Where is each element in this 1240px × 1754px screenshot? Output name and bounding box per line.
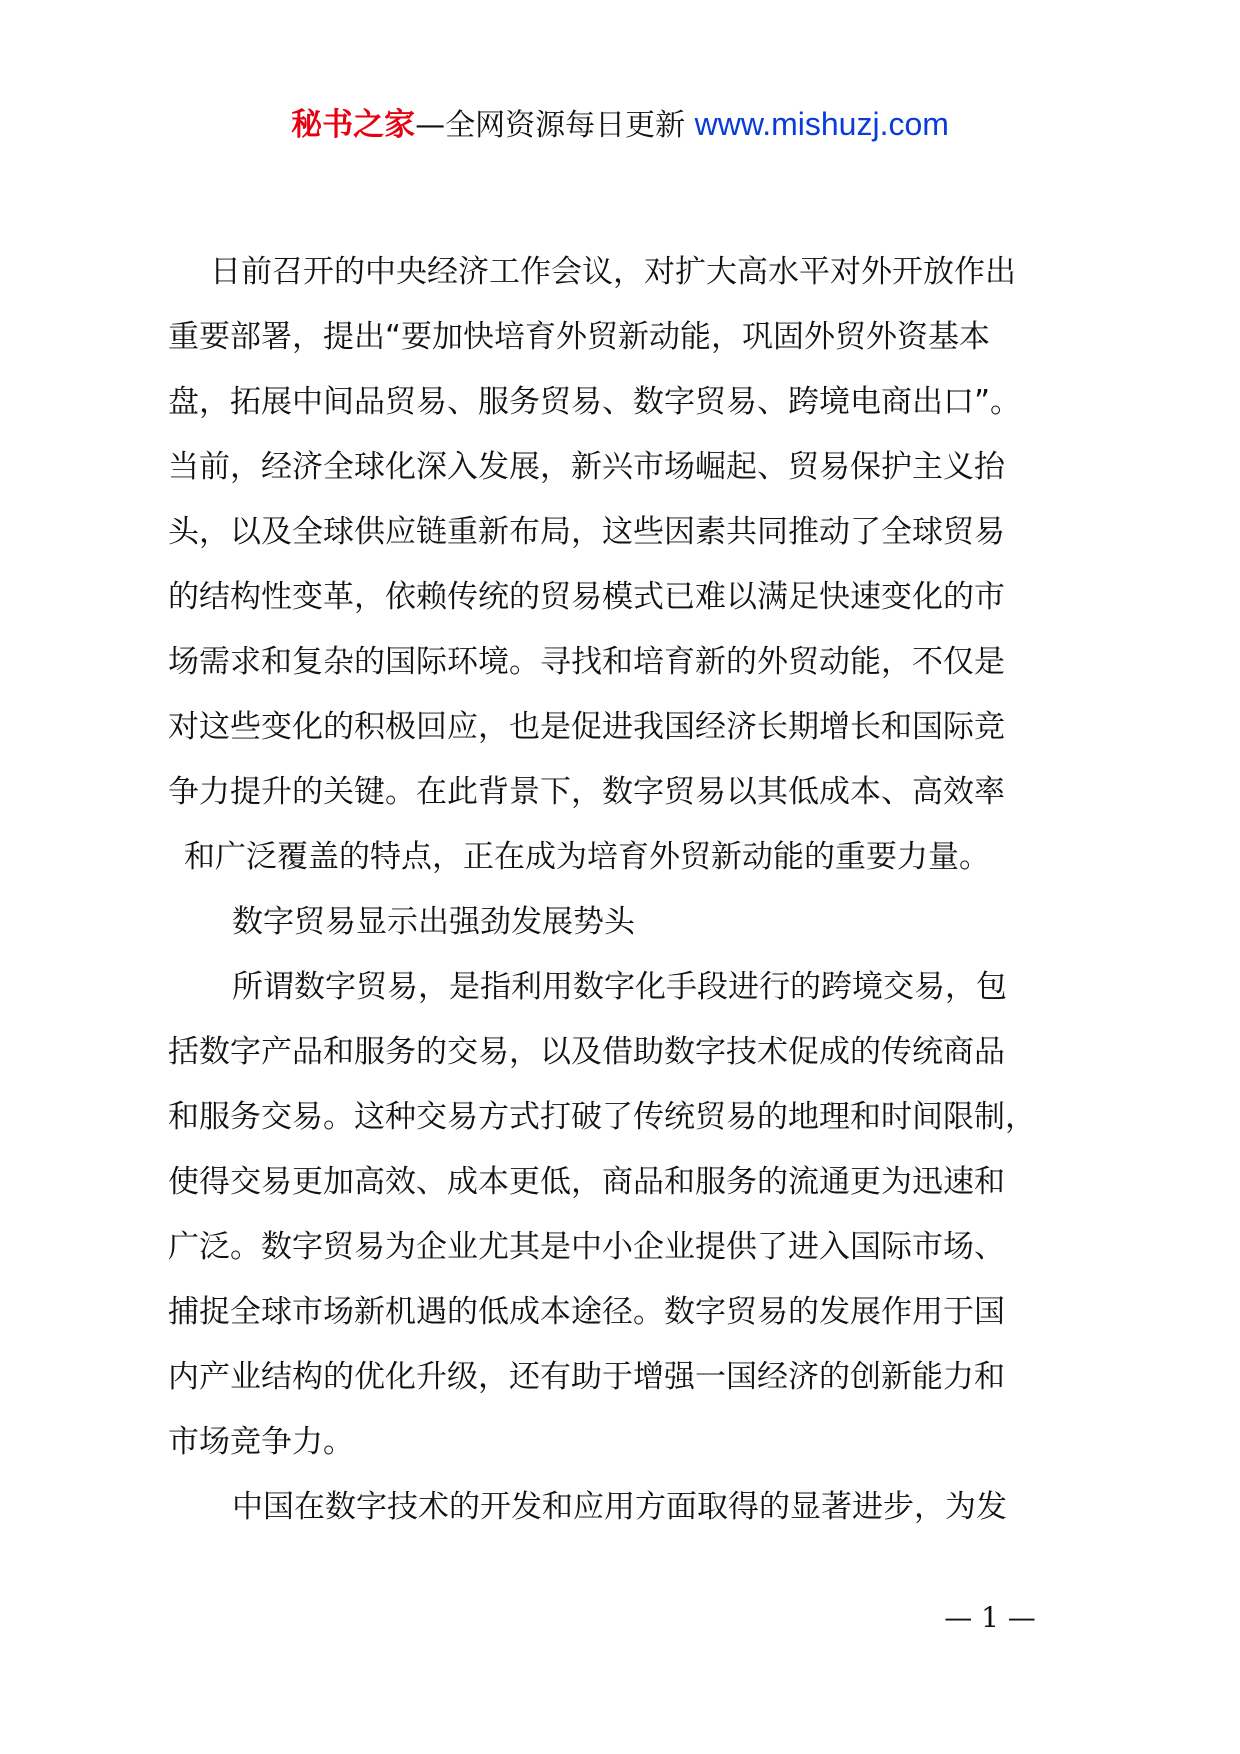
paragraph-line: 对这些变化的积极回应，也是促进我国经济长期增长和国际竞: [168, 709, 1005, 745]
paragraph-line: 所谓数字贸易，是指利用数字化手段进行的跨境交易，包: [232, 969, 1007, 1005]
header-tagline: —全网资源每日更新: [415, 108, 695, 143]
paragraph-line: 重要部署，提出“要加快培育外贸新动能，巩固外贸外资基本: [168, 319, 991, 355]
section-heading: 数字贸易显示出强劲发展势头: [232, 904, 635, 940]
paragraph-line: 当前，经济全球化深入发展，新兴市场崛起、贸易保护主义抬: [168, 449, 1005, 485]
paragraph-line: 市场竞争力。: [168, 1424, 354, 1460]
paragraph-line: 中国在数字技术的开发和应用方面取得的显著进步，为发: [232, 1489, 1007, 1525]
paragraph-line: 场需求和复杂的国际环境。寻找和培育新的外贸动能，不仅是: [168, 644, 1005, 680]
paragraph-line: 头，以及全球供应链重新布局，这些因素共同推动了全球贸易: [168, 514, 1005, 550]
paragraph-line: 盘，拓展中间品贸易、服务贸易、数字贸易、跨境电商出口”。: [168, 384, 1022, 420]
paragraph-line: 争力提升的关键。在此背景下，数字贸易以其低成本、高效率: [168, 774, 1005, 810]
paragraph-line: 捕捉全球市场新机遇的低成本途径。数字贸易的发展作用于国: [168, 1294, 1005, 1330]
paragraph-line: 日前召开的中央经济工作会议，对扩大高水平对外开放作出: [210, 254, 1016, 290]
page-number: — 1 —: [944, 1601, 1036, 1634]
document-body: [168, 240, 1128, 1540]
paragraph-line: 括数字产品和服务的交易，以及借助数字技术促成的传统商品: [168, 1034, 1005, 1070]
paragraph-line: 的结构性变革，依赖传统的贸易模式已难以满足快速变化的市: [168, 579, 1005, 615]
brand-name: 秘书之家: [291, 107, 416, 143]
paragraph-line: 和服务交易。这种交易方式打破了传统贸易的地理和时间限制，: [168, 1099, 1036, 1135]
paragraph-line: 内产业结构的优化升级，还有助于增强一国经济的创新能力和: [168, 1359, 1005, 1395]
paragraph-line: 和广泛覆盖的特点，正在成为培育外贸新动能的重要力量。: [184, 839, 990, 875]
paragraph-line: 广泛。数字贸易为企业尤其是中小企业提供了进入国际市场、: [168, 1229, 1005, 1265]
paragraph-line: 使得交易更加高效、成本更低，商品和服务的流通更为迅速和: [168, 1164, 1005, 1200]
site-header: [0, 100, 1240, 150]
site-url[interactable]: www.mishuzj.com: [694, 106, 949, 142]
